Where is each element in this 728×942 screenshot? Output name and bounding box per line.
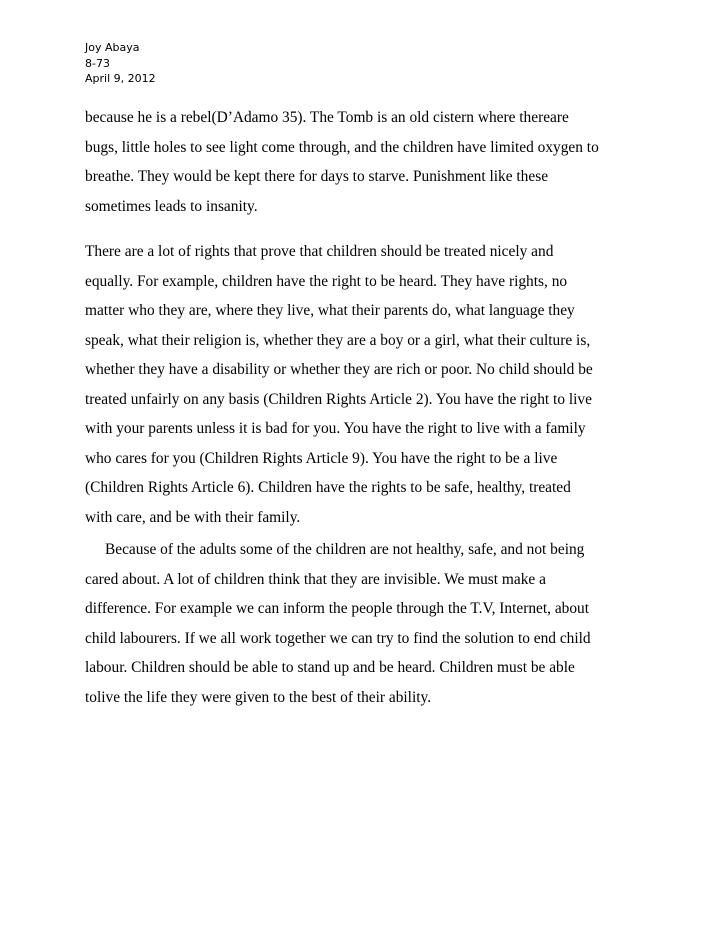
text-line: equally. For example, children have the right to be heard. They have rights, no: [85, 272, 568, 290]
text-line: matter who they are, where they live, what their parents do, what language they: [85, 302, 575, 319]
text-line: Because of the adults some of the children are not healthy, safe, and not being: [105, 541, 585, 558]
paragraph-1: [85, 103, 660, 221]
text-line: who cares for you (Children Rights Article 9). You have the right to be a live: [85, 449, 558, 467]
text-line: child labourers. If we all work together we can try to find the solution to end child: [85, 629, 591, 647]
text-line: cared about. A lot of children think that they are invisible. We must make a: [85, 570, 546, 588]
text-line: with care, and be with their family.: [85, 508, 301, 526]
text-line: treated unfairly on any basis (Children Rights Article 2). You have the right to live: [85, 390, 592, 408]
text-line: breathe. They would be kept there for days to starve. Punishment like these: [85, 168, 549, 185]
text-line: (Children Rights Article 6). Children have the rights to be safe, healthy, treated: [85, 479, 571, 496]
paragraph-3: [85, 535, 660, 712]
document-date: April 9, 2012: [85, 72, 156, 85]
author-name: Joy Abaya: [85, 41, 140, 54]
text-line: whether they have a disability or whether they are rich or poor. No child should be: [85, 361, 593, 378]
text-line: with your parents unless it is bad for you. You have the right to live with a family: [85, 420, 586, 437]
text-line: bugs, little holes to see light come through, and the children have limited oxygen to: [85, 138, 599, 156]
text-line: because he is a rebel(D’Adamo 35). The Tomb is an old cistern where thereare: [85, 109, 569, 126]
text-line: difference. For example we can inform the people through the T.V, Internet, about: [85, 600, 590, 617]
text-line: speak, what their religion is, whether they are a boy or a girl, what their culture is,: [85, 331, 591, 349]
document-header: [85, 40, 156, 87]
text-line: sometimes leads to insanity.: [85, 197, 258, 215]
class-code: 8-73: [85, 56, 110, 70]
paragraph-2: [85, 237, 660, 532]
text-line: tolive the life they were given to the best of their ability.: [85, 688, 432, 706]
text-line: labour. Children should be able to stand up and be heard. Children must be able: [85, 659, 575, 676]
text-line: There are a lot of rights that prove that children should be treated nicely and: [85, 243, 554, 260]
